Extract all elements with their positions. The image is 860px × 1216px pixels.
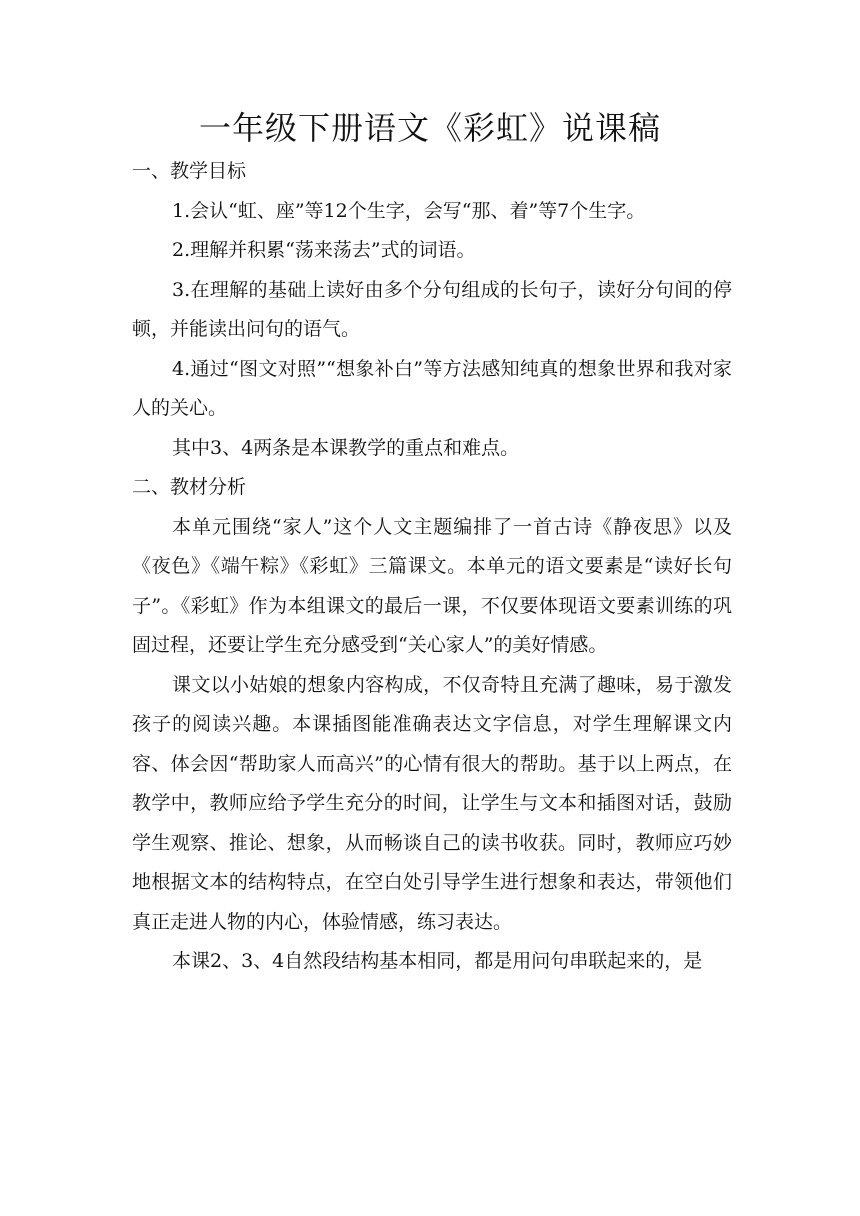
document-title: 一年级下册语文《彩虹》说课稿 [198, 109, 661, 147]
document-body [132, 152, 732, 982]
analysis-paragraph-1: 本单元围绕“家人”这个人文主题编排了一首古诗《静夜思》以及《夜色》《端午粽》《彩虹》三篇课文。本单元的语文要素是“读好长句子”。《彩虹》作为本组课文的最后一课，不仅要体现语文要素训练的巩固过程，还要让学生充分感受到“关心家人”的美好情感。 [132, 515, 732, 656]
goal-item-1: 1.会认“虹、座”等12个生字，会写“那、着”等7个生字。 [172, 199, 646, 222]
key-points-note: 其中3、4两条是本课教学的重点和难点。 [172, 436, 520, 459]
goal-item-3: 3.在理解的基础上读好由多个分句组成的长句子，读好分句间的停顿，并能读出问句的语气。 [132, 278, 732, 340]
goal-item-4: 4.通过“图文对照”“想象补白”等方法感知纯真的想象世界和我对家人的关心。 [132, 357, 732, 419]
goal-item-2: 2.理解并积累“荡来荡去”式的词语。 [172, 239, 476, 261]
section-heading-teaching-goals: 一、教学目标 [132, 160, 247, 182]
section-heading-material-analysis: 二、教材分析 [132, 476, 247, 498]
analysis-paragraph-2: 课文以小姑娘的想象内容构成，不仅奇特且充满了趣味，易于激发孩子的阅读兴趣。本课插图能准确表达文字信息，对学生理解课文内容、体会因“帮助家人而高兴”的心情有很大的帮助。基于以上两点，在教学中，教师应给予学生充分的时间，让学生与文本和插图对话，鼓励学生观察、推论、想象，从而畅谈自己的读书收获。同时，教师应巧妙地根据文本的结构特点，在空白处引导学生进行想象和表达，带领他们真正走进人物的内心，体验情感，练习表达。 [132, 673, 732, 933]
analysis-paragraph-3: 本课2、3、4自然段结构基本相同，都是用问句串联起来的，是 [172, 950, 703, 972]
